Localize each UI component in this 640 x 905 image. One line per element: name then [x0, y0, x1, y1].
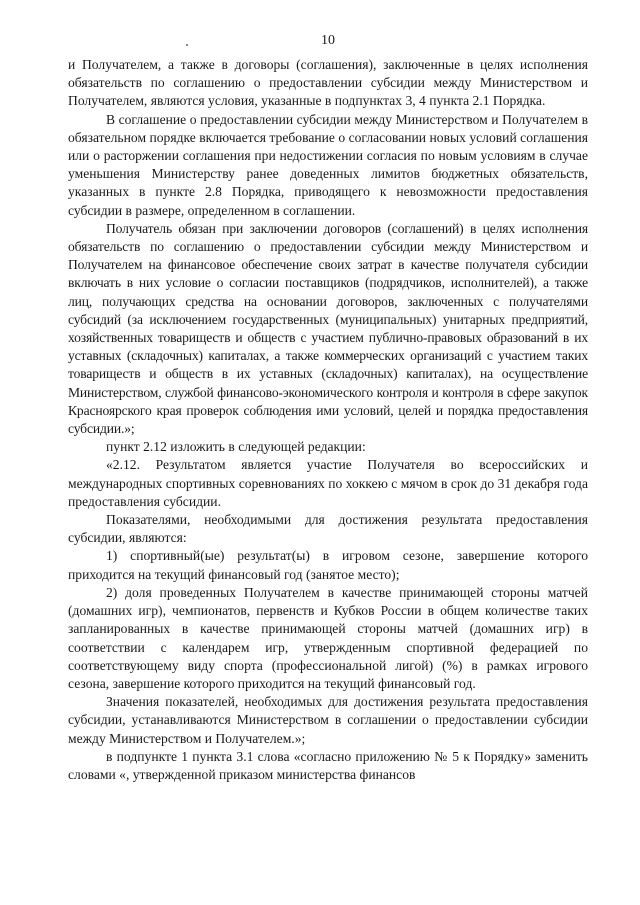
page-number: 10	[321, 33, 335, 48]
paragraph-clause-2-12-result: «2.12. Результатом является участие Получателя во всероссийских и международных спортивных соревнованиях по хоккею с мячом в срок до 31 декабря года предоставления субсидии.	[68, 457, 588, 509]
document-page	[68, 32, 588, 784]
paragraph-indicators-intro: Показателями, необходимыми для достижения результата предоставления субсидии, являются:	[68, 512, 588, 546]
paragraph-indicator-values: Значения показателей, необходимых для достижения результата предоставления субсидии, устанавливаются Министерством в соглашении о предоставлении субсидии между Министерством и Получателем.»;	[68, 694, 588, 746]
paragraph-agreement-terms: В соглашение о предоставлении субсидии между Министерством и Получателем в обязательном порядке включается требование о согласовании новых условий соглашения или о расторжении соглашения при недостижении согласия по новым условиям в случае уменьшения Министерству ранее доведенных лимитов бюджетных обязательств, указанных в пункте 2.8 Порядка, приводящего к невозможности предоставления субсидии в размере, определенном в соглашении.	[68, 111, 588, 218]
paragraph-clause-2-12-intro: пункт 2.12 изложить в следующей редакции:	[106, 439, 366, 455]
paragraph-subclause-3-1: в подпункте 1 пункта 3.1 слова «согласно приложению № 5 к Порядку» заменить словами «, утвержденной приказом министерства финансов	[68, 748, 588, 782]
paragraph-continuation: и Получателем, а также в договоры (соглашения), заключенные в целях исполнения обязательств по соглашению о предоставлении субсидии между Министерством и Получателем, являются условия, указанные в подпунктах 3, 4 пункта 2.1 Порядка.	[68, 57, 588, 109]
paragraph-indicator-2: 2) доля проведенных Получателем в качестве принимающей стороны матчей (домашних игр), чемпионатов, первенств и Кубков России в общем количестве таких запланированных в качестве принимающей стороны матчей (домашних игр) в соответствии с календарем игр, утвержденным спортивной федерацией по соответствующему виду спорта (профессиональной лигой) (%) в рамках игрового сезона, завершение которого приходится на текущий финансовый год.	[68, 584, 588, 691]
paragraph-indicator-1: 1) спортивный(ые) результат(ы) в игровом сезоне, завершение которого приходится на текущий финансовый год (занятое место);	[68, 548, 588, 582]
paragraph-recipient-obligations: Получатель обязан при заключении договоров (соглашений) в целях исполнения обязательств по соглашению о предоставлении субсидии между Министерством и Получателем на финансовое обеспечение своих затрат в качестве получателя субсидии включать в них условие о согласии поставщиков (подрядчиков, исполнителей), а также лиц, получающих средства на основании договоров, заключенных с получателями субсидий (за исключением государственных (муниципальных) унитарных предприятий, хозяйственных товариществ и обществ с участием публично-правовых образований в их уставных (складочных) капиталах, а также коммерческих организаций с участием таких товариществ и обществ в их уставных (складочных) капиталах), на осуществление Министерством, службой финансово-экономического контроля и контроля в сфере закупок Красноярского края проверок соблюдения ими условий, целей и порядка предоставления субсидии.»;	[68, 220, 588, 437]
